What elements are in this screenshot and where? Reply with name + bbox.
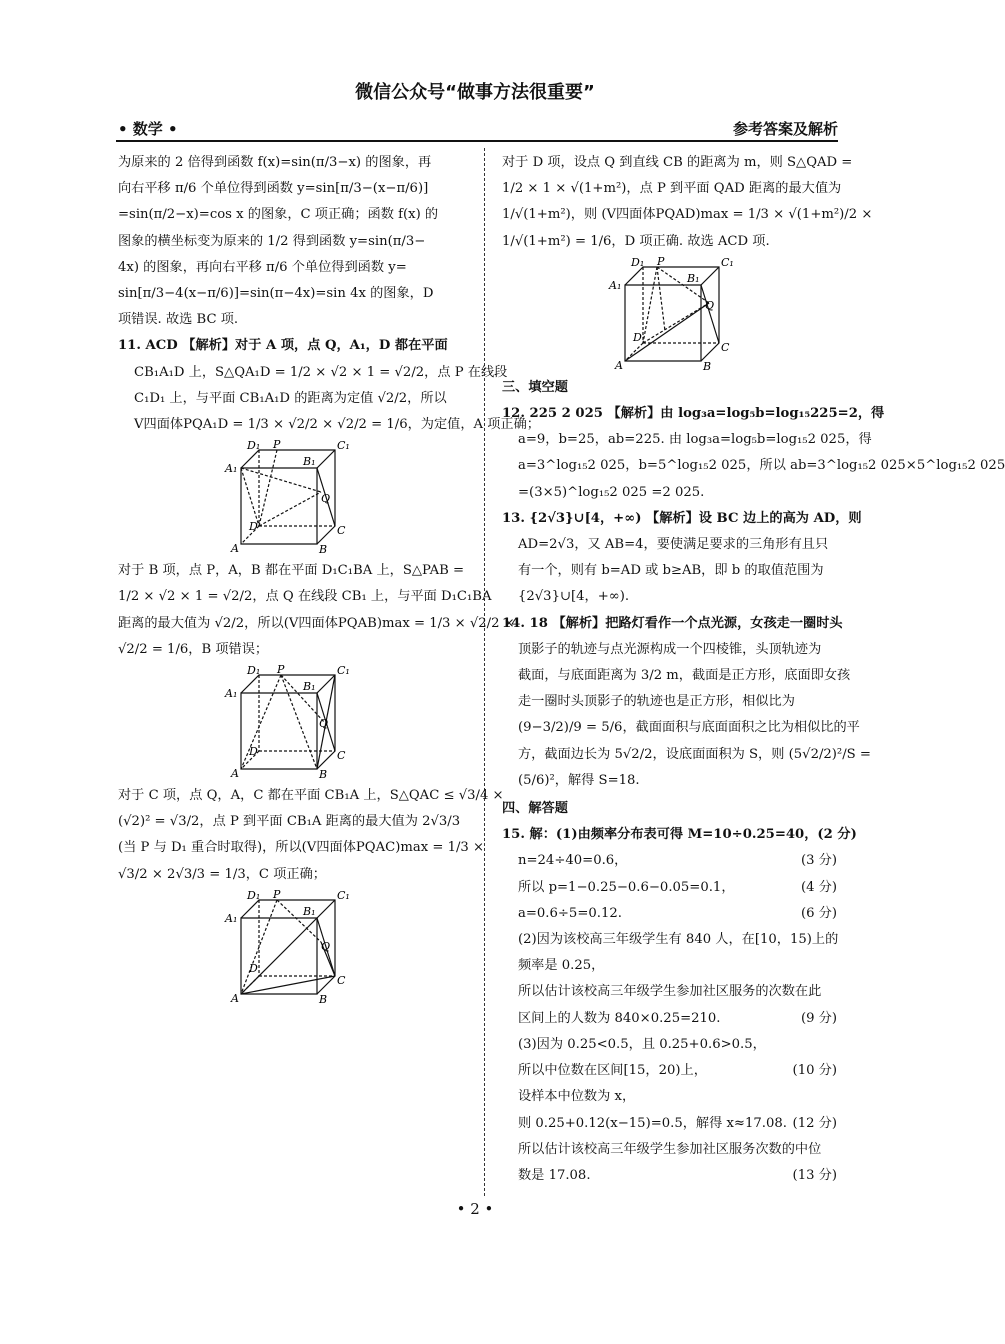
label-q: Q — [320, 492, 330, 506]
label-p: P — [272, 438, 280, 452]
section-fill-in: 三、填空题 — [502, 379, 568, 395]
score-line — [502, 822, 857, 848]
text-line: 走一圈时头顶影子的轨迹也是正方形，相似比为 — [518, 694, 795, 710]
text-line: 1/2 × √2 × 1 = √2/2，点 Q 在线段 CB₁ 上，与平面 D₁C₁BA — [118, 589, 492, 605]
label-p: P — [272, 887, 280, 901]
score-line — [502, 875, 837, 901]
cube-figure-b — [221, 663, 351, 782]
score-points: (10 分) — [792, 1063, 837, 1079]
score-line — [502, 1006, 837, 1032]
label-c1: C₁ — [336, 888, 350, 902]
score-line — [502, 979, 837, 1005]
label-d1: D₁ — [246, 439, 260, 453]
label-p: P — [656, 254, 664, 268]
score-text: (2)因为该校高三年级学生有 840 人，在[10，15)上的 — [518, 932, 839, 948]
label-a: A — [230, 991, 239, 1005]
text-line: 有一个，则有 b=AD 或 b≥AB，即 b 的取值范围为 — [518, 563, 824, 579]
page-number: • 2 • — [456, 1200, 494, 1218]
score-text: 15. 解：(1)由频率分布表可得 M=10÷0.25=40， — [502, 827, 818, 843]
label-p: P — [276, 663, 284, 677]
question-12: 12. 225 2 025 【解析】由 log₃a=log₅b=log₁₅225=2，得 — [502, 406, 885, 422]
text-line: 顶影子的轨迹与点光源构成一个四棱锥，头顶轨迹为 — [518, 641, 822, 657]
score-text: n=24÷40=0.6， — [518, 853, 628, 869]
label-d1: D₁ — [246, 664, 260, 678]
label-d: D — [248, 520, 258, 534]
question-14: 14. 18 【解析】把路灯看作一个点光源，女孩走一圈时头 — [502, 615, 843, 631]
header-rule — [116, 140, 838, 142]
label-a1: A₁ — [224, 687, 237, 701]
score-text: 所以中位数在区间[15，20)上， — [518, 1063, 707, 1079]
label-a: A — [230, 542, 239, 556]
text-line: =sin(π/2−x)=cos x 的图象，C 项正确；函数 f(x) 的 — [118, 207, 439, 223]
label-b: B — [318, 768, 327, 782]
score-points: (3 分) — [800, 853, 837, 869]
text-line: 1/√(1+m²) = 1/6，D 项正确. 故选 ACD 项. — [502, 233, 770, 249]
label-d: D — [248, 745, 258, 759]
score-line — [502, 901, 837, 927]
score-text: 所以 p=1−0.25−0.6−0.05=0.1， — [518, 879, 735, 895]
score-line — [502, 927, 837, 953]
text-line: √3/2 × 2√3/3 = 1/3，C 项正确； — [118, 866, 326, 882]
text-line: 对于 D 项，设点 Q 到直线 CB 的距离为 m，则 S△QAD = — [502, 155, 853, 170]
text-line: 4x) 的图象，再向右平移 π/6 个单位得到函数 y= — [118, 259, 407, 275]
label-b: B — [318, 992, 327, 1006]
score-points: (12 分) — [792, 1115, 837, 1131]
question-13: 13. {2√3}∪[4，+∞) 【解析】设 BC 边上的高为 AD，则 — [502, 510, 862, 526]
score-line — [502, 953, 837, 979]
text-line: 方，截面边长为 5√2/2，设底面面积为 S，则 (5√2/2)²/S = — [518, 746, 871, 762]
label-c: C — [336, 749, 345, 763]
text-line: a=9，b=25，ab=225. 由 log₃a=log₅b=log₁₅2 025，得 — [518, 432, 872, 448]
text-line: √2/2 = 1/6，B 项错误； — [118, 641, 269, 657]
cube-figure-d — [605, 254, 735, 373]
score-points: (13 分) — [792, 1167, 837, 1183]
right-column — [502, 150, 1005, 1189]
text-line: CB₁A₁D 上，S△QA₁D = 1/2 × √2 × 1 = √2/2，点 P 在线段 — [134, 364, 508, 380]
text-line: 1/2 × 1 × √(1+m²)，点 P 到平面 QAD 距离的最大值为 — [502, 181, 842, 197]
label-c: C — [720, 340, 729, 354]
label-a1: A₁ — [608, 278, 621, 292]
score-line — [502, 1084, 837, 1110]
text-line: 1/√(1+m²)，则 (V四面体PQAD)max = 1/3 × √(1+m²)/2 × — [502, 207, 873, 223]
label-d1: D₁ — [630, 255, 644, 269]
section-solutions: 四、解答题 — [502, 801, 568, 817]
score-text: 所以估计该校高三年级学生参加社区服务的次数在此 — [518, 984, 822, 1000]
text-line: (√2)² = √3/2，点 P 到平面 CB₁A 距离的最大值为 2√3/3 — [118, 814, 461, 830]
label-b: B — [318, 543, 327, 557]
text-line: 截面，与底面距离为 3/2 m，截面是正方形，底面即女孩 — [518, 668, 851, 684]
text-line: 为原来的 2 倍得到函数 f(x)=sin(π/3−x) 的图象，再 — [118, 155, 432, 170]
text-line: (9−3/2)/9 = 5/6，截面面积与底面面积之比为相似比的平 — [518, 720, 860, 736]
label-d1: D₁ — [246, 888, 260, 902]
text-line: 图象的横坐标变为原来的 1/2 得到函数 y=sin(π/3− — [118, 233, 426, 249]
score-line — [502, 848, 837, 874]
text-line: 向右平移 π/6 个单位得到函数 y=sin[π/3−(x−π/6)] — [118, 181, 429, 197]
cube-figure-a — [221, 438, 351, 557]
subject-header: • 数学 • — [118, 120, 178, 138]
text-line: =(3×5)^log₁₅2 025 =2 025. — [518, 484, 705, 500]
score-text: 频率是 0.25， — [518, 958, 605, 974]
label-b1: B₁ — [302, 455, 315, 469]
label-c1: C₁ — [336, 664, 350, 678]
score-text: 所以估计该校高三年级学生参加社区服务次数的中位 — [518, 1141, 822, 1157]
score-text: 则 0.25+0.12(x−15)=0.5，解得 x≈17.08. — [518, 1115, 787, 1131]
label-q: Q — [704, 298, 714, 312]
score-text: 设样本中位数为 x， — [518, 1089, 636, 1105]
score-points: (4 分) — [800, 879, 837, 895]
label-b1: B₁ — [302, 904, 315, 918]
score-line — [502, 1058, 837, 1084]
answer-key-header: 参考答案及解析 — [732, 120, 838, 138]
label-a: A — [614, 358, 623, 372]
label-q: Q — [318, 717, 328, 731]
text-line: a=3^log₁₅2 025，b=5^log₁₅2 025，所以 ab=3^log₁₅2 025×5^log₁₅2 025 — [518, 458, 1005, 474]
label-a1: A₁ — [224, 462, 237, 476]
score-text: 数是 17.08. — [518, 1167, 591, 1183]
text-line: 对于 C 项，点 Q，A，C 都在平面 CB₁A 上，S△QAC ≤ √3/4 × — [118, 788, 504, 804]
score-points: (9 分) — [800, 1010, 837, 1026]
text-line: {2√3}∪[4，+∞). — [518, 589, 630, 605]
text-line: V四面体PQA₁D = 1/3 × √2/2 × √2/2 = 1/6，为定值，A 项正确； — [134, 417, 540, 433]
question-11: 11. ACD 【解析】对于 A 项，点 Q，A₁，D 都在平面 — [118, 338, 448, 354]
label-b1: B₁ — [686, 271, 699, 285]
label-d: D — [248, 961, 258, 975]
score-text: a=0.6÷5=0.12. — [518, 905, 622, 921]
cube-figure-c — [221, 887, 351, 1006]
score-text: 区间上的人数为 840×0.25=210. — [518, 1010, 721, 1026]
text-line: (当 P 与 D₁ 重合时取得)，所以(V四面体PQAC)max = 1/3 × — [118, 840, 485, 856]
label-a1: A₁ — [224, 911, 237, 925]
text-line: C₁D₁ 上，与平面 CB₁A₁D 的距离为定值 √2/2，所以 — [134, 390, 447, 406]
score-text: (3)因为 0.25<0.5，且 0.25+0.6>0.5， — [518, 1036, 766, 1052]
label-b1: B₁ — [302, 680, 315, 694]
label-q: Q — [320, 939, 330, 953]
text-line: 对于 B 项，点 P，A，B 都在平面 D₁C₁BA 上，S△PAB = — [118, 563, 465, 579]
text-line: AD=2√3，又 AB=4，要使满足要求的三角形有且只 — [518, 537, 829, 553]
text-line: (5/6)²，解得 S=18. — [518, 772, 640, 788]
text-line: 距离的最大值为 √2/2，所以(V四面体PQAB)max = 1/3 × √2/2 × — [118, 615, 515, 631]
score-line — [502, 1137, 837, 1163]
label-c1: C₁ — [720, 255, 734, 269]
score-line — [502, 1163, 837, 1189]
column-divider — [484, 148, 485, 1196]
page-banner: 微信公众号“做事方法很重要” — [355, 82, 595, 103]
score-line — [502, 1032, 837, 1058]
label-b: B — [702, 359, 711, 373]
label-c: C — [336, 524, 345, 538]
score-points: (6 分) — [800, 905, 837, 921]
score-points: (2 分) — [817, 827, 857, 843]
label-c: C — [336, 973, 345, 987]
label-c1: C₁ — [336, 439, 350, 453]
score-line — [502, 1111, 837, 1137]
label-a: A — [230, 767, 239, 781]
text-line: 项错误. 故选 BC 项. — [118, 312, 239, 328]
text-line: sin[π/3−4(x−π/6)]=sin(π−4x)=sin 4x 的图象，D — [118, 286, 434, 302]
label-d: D — [632, 330, 642, 344]
